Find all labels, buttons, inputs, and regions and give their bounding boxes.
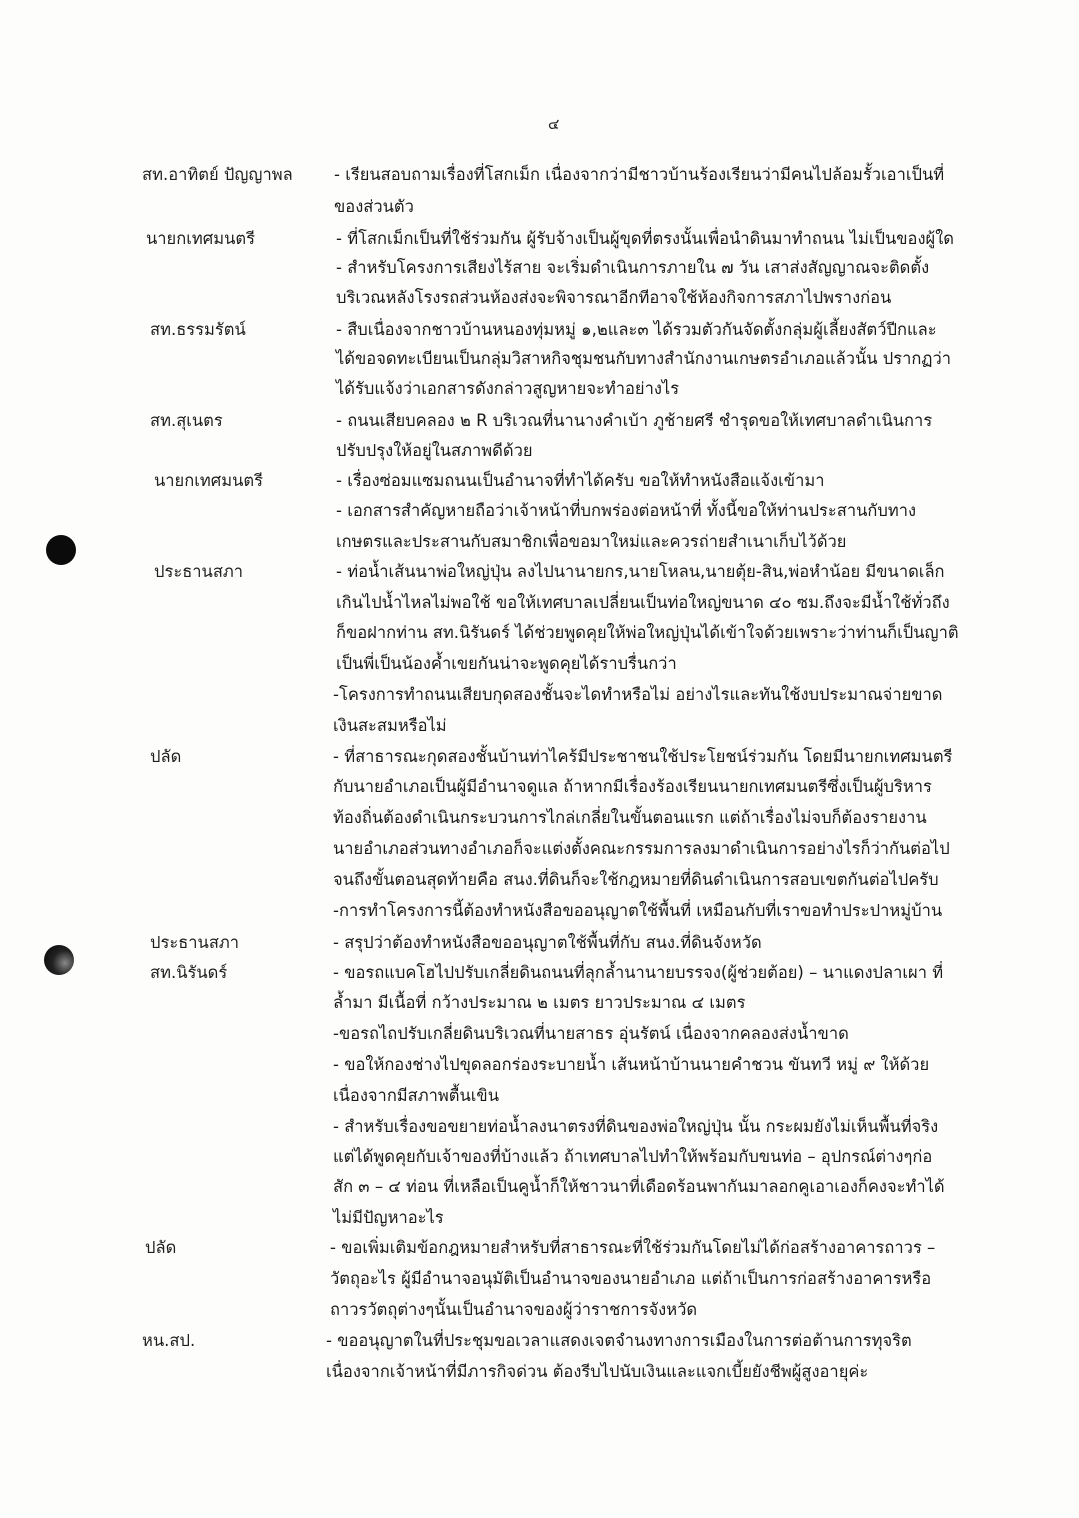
body-line: เนื่องจากมีสภาพตื้นเขิน [333,1086,499,1105]
speaker-label: ประธานสภา [150,933,240,952]
body-line: ได้ขอจดทะเบียนเป็นกลุ่มวิสาหกิจชุมชนกับทางสำนักงานเกษตรอำเภอแล้วนั้น ปรากฏว่า [336,349,952,368]
speaker-label: สท.นิรันดร์ [150,963,228,982]
body-line: กับนายอำเภอเป็นผู้มีอำนาจดูแล ถ้าหากมีเรื่องร้องเรียนนายกเทศมนตรีซึ่งเป็นผู้บริหาร [333,777,932,796]
body-line: - ขอรถแบคโฮไปปรับเกลี่ยดินถนนที่ลุกล้ำนานายบรรจง(ผู้ช่วยต้อย) – นาแดงปลาเผา ที่ [333,963,944,982]
speaker-label: ปลัด [150,747,182,766]
body-line: - ท่อน้ำเส้นนาพ่อใหญ่ปุ่น ลงไปนานายกร,นายโหลน,นายตุ้ย-สิน,พ่อหำน้อย มีขนาดเล็ก [336,562,945,581]
body-line: ได้รับแจ้งว่าเอกสารดังกล่าวสูญหายจะทำอย่างไร [336,379,680,398]
speaker-label: สท.อาทิตย์ ปัญญาพล [142,165,293,184]
body-line: -โครงการทำถนนเสียบกุดสองชั้นจะไดทำหรือไม่ อย่างไรและทันใช้งบประมาณจ่ายขาด [333,685,943,704]
speaker-label: สท.ธรรมรัตน์ [150,320,246,339]
body-line: - ขออนุญาตในที่ประชุมขอเวลาแสดงเจตจำนงทางการเมืองในการต่อต้านการทุจริต [326,1331,912,1350]
body-line: ก็ขอฝากท่าน สท.นิรันดร์ ได้ช่วยพูดคุยให้พ่อใหญ่ปุ่นได้เข้าใจด้วยเพราะว่าท่านก็เป็นญาติ [336,623,959,642]
body-line: - เอกสารสำคัญหายถือว่าเจ้าหน้าที่บกพร่องต่อหน้าที่ ทั้งนี้ขอให้ท่านประสานกับทาง [336,501,917,520]
body-line: บริเวณหลังโรงรถส่วนห้องส่งจะพิจารณาอีกทีอาจใช้ห้องกิจการสภาไปพรางก่อน [336,288,892,307]
body-line: - สืบเนื่องจากชาวบ้านหนองทุ่มหมู่ ๑,๒และ๓ ได้รวมตัวกันจัดตั้งกลุ่มผู้เลี้ยงสัตว์ปีกและ [336,320,937,339]
speaker-label: สท.สุเนตร [150,411,223,430]
body-line: ของส่วนตัว [334,197,414,216]
body-line: - สรุปว่าต้องทำหนังสือขออนุญาตใช้พื้นที่กับ สนง.ที่ดินจังหวัด [333,933,762,952]
body-line: ท้องถิ่นต้องดำเนินกระบวนการไกล่เกลี่ยในขั้นตอนแรก แต่ถ้าเรื่องไม่จบก็ต้องรายงาน [333,808,927,827]
body-line: เกินไปน้ำไหลไม่พอใช้ ขอให้เทศบาลเปลี่ยนเป็นท่อใหญ่ขนาด ๔๐ ซม.ถึงจะมีน้ำใช้ทั่วถึง [336,593,950,612]
body-line: วัตถุอะไร ผู้มีอำนาจอนุมัติเป็นอำนาจของนายอำเภอ แต่ถ้าเป็นการก่อสร้างอาคารหรือ [330,1269,932,1288]
speaker-label: ปลัด [145,1238,177,1257]
body-line: -ขอรถไถปรับเกลี่ยดินบริเวณที่นายสาธร อุ่นรัตน์ เนื่องจากคลองส่งน้ำขาด [333,1024,849,1043]
body-line: - ที่โสกเม็กเป็นที่ใช้ร่วมกัน ผู้รับจ้างเป็นผู้ขุดที่ตรงนั้นเพื่อนำดินมาทำถนน ไม่เป็นของผู้ใด [336,229,954,248]
page-number: ๔ [548,115,560,133]
body-line: - ถนนเสียบคลอง ๒ R บริเวณที่นานางคำเบ้า ภูช้ายศรี ชำรุดขอให้เทศบาลดำเนินการ [336,411,933,430]
body-line: ถาวรวัตถุต่างๆนั้นเป็นอำนาจของผู้ว่าราชการจังหวัด [330,1300,698,1319]
body-line: เงินสะสมหรือไม่ [333,716,447,735]
body-line: ปรับปรุงให้อยู่ในสภาพดีด้วย [336,441,533,460]
body-line: เกษตรและประสานกับสมาชิกเพื่อขอมาใหม่และควรถ่ายสำเนาเก็บไว้ด้วย [336,532,847,551]
body-line: - ขอให้กองช่างไปขุดลอกร่องระบายน้ำ เส้นหน้าบ้านนายคำชวน ขันทวี หมู่ ๙ ให้ด้วย [333,1055,930,1074]
punch-hole [44,945,74,975]
body-line: สัก ๓ – ๔ ท่อน ที่เหลือเป็นคูน้ำก็ให้ชาวนาที่เดือดร้อนพากันมาลอกคูเอาเองก็คงจะทำได้ [333,1177,945,1196]
body-line: จนถึงขั้นตอนสุดท้ายคือ สนง.ที่ดินก็จะใช้กฎหมายที่ดินดำเนินการสอบเขตกันต่อไปครับ [333,870,939,889]
speaker-label: หน.สป. [142,1331,196,1350]
body-line: - ขอเพิ่มเติมข้อกฎหมายสำหรับที่สาธารณะที่ใช้ร่วมกันโดยไม่ได้ก่อสร้างอาคารถาวร – [330,1238,936,1257]
body-line: - สำหรับเรื่องขอขยายท่อน้ำลงนาตรงที่ดินของพ่อใหญ่ปุ่น นั้น กระผมยังไม่เห็นพื้นที่จริง [333,1117,939,1136]
speaker-label: นายกเทศมนตรี [146,229,255,248]
body-line: นายอำเภอส่วนทางอำเภอก็จะแต่งตั้งคณะกรรมการลงมาดำเนินการอย่างไรก็ว่ากันต่อไป [333,839,950,858]
body-line: - เรียนสอบถามเรื่องที่โสกเม็ก เนื่องจากว่ามีชาวบ้านร้องเรียนว่ามีคนไปล้อมรั้วเอาเป็นที่ [334,165,945,184]
body-line: แต่ได้พูดคุยกับเจ้าของที่บ้างแล้ว ถ้าเทศบาลไปทำให้พร้อมกับขนท่อ – อุปกรณ์ต่างๆก่อ [333,1147,933,1166]
body-line: - เรื่องซ่อมแซมถนนเป็นอำนาจที่ทำได้ครับ ขอให้ทำหนังสือแจ้งเข้ามา [336,471,825,490]
speaker-label: นายกเทศมนตรี [154,471,263,490]
body-line: - ที่สาธารณะกุดสองชั้นบ้านท่าไคร้มีประชาชนใช้ประโยชน์ร่วมกัน โดยมีนายกเทศมนตรี [333,747,953,766]
body-line: เนื่องจากเจ้าหน้าที่มีภารกิจด่วน ต้องรีบไปนับเงินและแจกเบี้ยยังชีพผู้สูงอายุค่ะ [326,1362,869,1381]
punch-hole [46,535,76,565]
speaker-label: ประธานสภา [154,562,244,581]
body-line: ล้ำมา มีเนื้อที่ กว้างประมาณ ๒ เมตร ยาวประมาณ ๔ เมตร [333,993,746,1012]
body-line: -การทำโครงการนี้ต้องทำหนังสือขออนุญาตใช้พื้นที่ เหมือนกับที่เราขอทำประปาหมู่บ้าน [333,901,943,920]
body-line: เป็นพี่เป็นน้องค้ำเขยกันน่าจะพูดคุยได้ราบรื่นกว่า [336,654,677,673]
body-line: ไม่มีปัญหาอะไร [333,1208,444,1227]
body-line: - สำหรับโครงการเสียงไร้สาย จะเริ่มดำเนินการภายใน ๗ วัน เสาส่งสัญญาณจะติดตั้ง [336,258,930,277]
